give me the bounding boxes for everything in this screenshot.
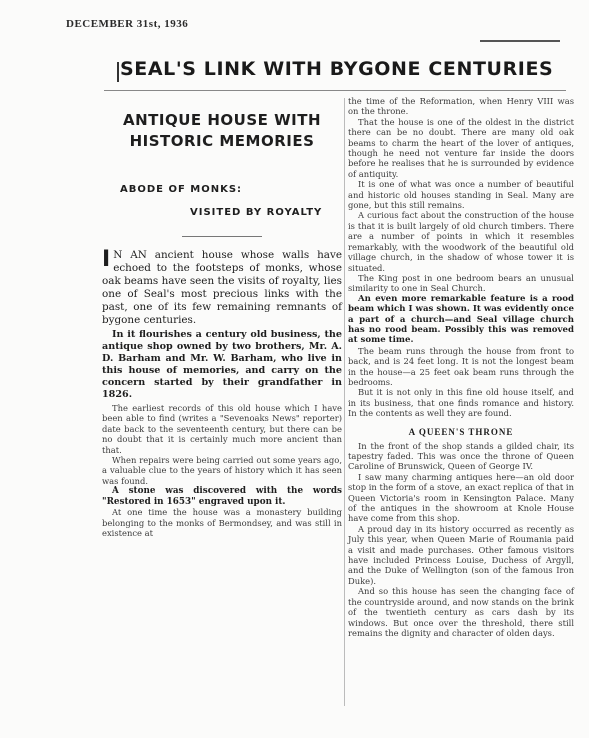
left-paragraph-2: The earliest records of this old house which I have been able to find (writes a "Sevenoaks News" reporter) date back to the seventeenth century, but there can be no doubt that it is certainly much more ancient than that. (102, 403, 342, 455)
lead-paragraph (102, 249, 342, 327)
top-rule (480, 40, 560, 42)
right-paragraph-1: the time of the Reformation, when Henry VIII was on the throne. (348, 96, 574, 117)
right-paragraph-8: But it is not only in this fine old house itself, and in its business, that one finds romance and history. In the contents as well they are found. (348, 387, 574, 419)
drop-cap: I (102, 247, 111, 272)
right-paragraph-2: That the house is one of the oldest in the district there can be no doubt. There are many old oak beams to charm the heart of the lover of antiques, though he need not venture far inside the doors before he realises that he is surrounded by evidence of antiquity. (348, 116, 574, 179)
dateline: DECEMBER 31st, 1936 (66, 18, 189, 30)
right-paragraph-7: The beam runs through the house from front to back, and is 24 feet long. It is not the longest beam in the house—a 25 feet oak beam runs through the bedrooms. (348, 345, 574, 387)
right-column (348, 96, 574, 638)
lead-text: N AN ancient house whose walls have echoed to the footsteps of monks, whose oak beams have seen the visits of royalty, lies one of Seal's most precious links with the past, one of its few remaining remnants of bygone centuries. (102, 249, 342, 326)
headline-bar (117, 62, 119, 82)
right-paragraph-12: And so this house has seen the changing face of the countryside around, and now stands on the brink of the twentieth century as cars dash by its windows. But once over the threshold, there still remains the dignity and character of olden days. (348, 586, 574, 638)
section-heading: A QUEEN'S THRONE (408, 426, 514, 437)
subhead-abode: ABODE OF MONKS: (120, 184, 243, 195)
subhead-visited: VISITED BY ROYALTY (190, 207, 323, 218)
left-paragraph-5: At one time the house was a monastery building belonging to the monks of Bermondsey, and was still in existence at (102, 507, 342, 539)
right-paragraph-6: An even more remarkable feature is a rood beam which I was shown. It was evidently once a part of a church—and Seal village church has no rood beam. Possibly this was removed at some time. (348, 293, 574, 346)
subhead-line2: HISTORIC MEMORIES (129, 132, 315, 150)
subhead-rule (182, 236, 262, 237)
left-paragraph-1: In it flourishes a century old business, the antique shop owned by two brothers, Mr. A. D. Barham and Mr. W. Barham, who live in this house of memories, and carry on the concern started by their grandfather in 1826. (102, 329, 342, 400)
left-paragraph-3: When repairs were being carried out some years ago, a valuable clue to the years of history which it has seen was found. (102, 455, 342, 486)
left-column (102, 100, 342, 539)
right-paragraph-10: I saw many charming antiques here—an old door stop in the form of a stove, an exact replica of that in Queen Victoria's room in Kensington Palace. Many of the antiques in the showroom at Knole House have come from this shop. (348, 471, 574, 524)
right-paragraph-11: A proud day in its history occurred as recently as July this year, when Queen Marie of Roumania paid a visit and made purchases. Other famous visitors have included Princess Louise, Duchess of Argyll, and the Duke of Wellington (son of the famous Iron Duke). (348, 523, 574, 586)
headline-rule (104, 90, 566, 91)
right-paragraph-5: The King post in one bedroom bears an unusual similarity to one in Seal Church. (348, 272, 574, 294)
right-paragraph-3: It is one of what was once a number of beautiful and historic old houses standing in Seal. Many are gone, but this still remains. (348, 179, 574, 211)
headline: SEAL'S LINK WITH BYGONE CENTURIES (120, 58, 554, 80)
subhead-line1: ANTIQUE HOUSE WITH (122, 111, 322, 129)
left-paragraph-4: A stone was discovered with the words "Restored in 1653" engraved upon it. (102, 486, 342, 507)
right-paragraph-9: In the front of the shop stands a gilded chair, its tapestry faded. This was once the throne of Queen Caroline of Brunswick, Queen of George IV. (348, 440, 574, 472)
column-divider (344, 98, 345, 706)
right-paragraph-4: A curious fact about the construction of the house is that it is built largely of old church timbers. There are a number of points in which it resembles remarkably, with the woodwork of the beautiful old village church, in the shadow of whose tower it is situated. (348, 210, 574, 273)
